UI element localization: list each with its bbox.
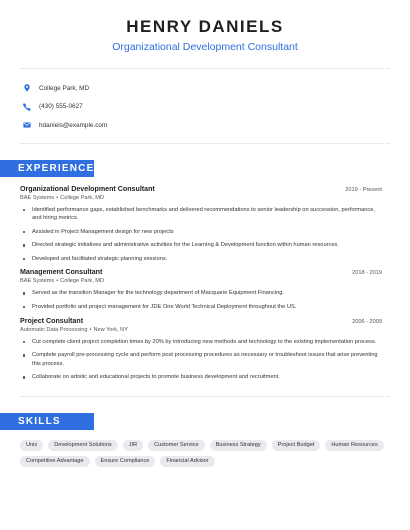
job-company: BAE Systems — [20, 194, 55, 201]
job-bullets — [20, 289, 382, 311]
job-dates: 2006 - 2009 — [352, 318, 382, 325]
skill-chip: Business Strategy — [210, 440, 267, 451]
job-company: Automatic Data Processing — [20, 326, 88, 333]
job-title: Management Consultant — [20, 268, 103, 277]
candidate-name: HENRY DANIELS — [126, 17, 284, 36]
job-bullet: Cut complete client project completion times by 20% by introducing new methods and technology to the existing implementation process. — [20, 338, 382, 347]
job-title: Organizational Development Consultant — [20, 184, 155, 193]
job-location: College Park, MD — [60, 278, 105, 285]
job-bullet: Assisted in Project Management design for new projects — [20, 228, 382, 237]
map-pin-icon — [22, 83, 32, 93]
contact-location — [22, 79, 410, 98]
job-company: BAE Systems — [20, 278, 55, 285]
candidate-title: Organizational Development Consultant — [112, 41, 298, 53]
skills-list — [0, 440, 410, 467]
job-dates: 2018 - 2019 — [352, 270, 382, 277]
job-title: Project Consultant — [20, 316, 84, 325]
job-bullet: Served as the transition Manager for the technology department of Macquarie Equipment Financing. — [20, 289, 382, 298]
job-dates: 2019 - Present — [345, 186, 382, 193]
experience-divider — [20, 396, 390, 397]
contact-list — [0, 69, 410, 135]
skill-chip: Ensure Compliance — [95, 456, 156, 467]
job-bullet: Identified performance gaps, established benchmarks and delivered recommendations to senior leadership on succession, performance, and hiring metrics. — [20, 206, 382, 223]
job-bullet: Complete payroll pre-processing cycle and perform post processing procedures as necessary or troubleshoot issues that arise preventing this process. — [20, 351, 382, 368]
envelope-icon — [22, 120, 32, 130]
contact-email-text: hdaniels@example.com — [39, 121, 108, 129]
job-company-line: BAE Systems • College Park, MD — [20, 278, 105, 285]
job-entry — [0, 268, 410, 311]
job-bullet: Collaborate on artistic and educational projects to promote business development and recruitment. — [20, 373, 382, 382]
job-location: New York, NY — [93, 326, 128, 333]
job-bullet: Developed and facilitated strategic planning sessions. — [20, 255, 382, 264]
skill-chip: Financial Advisor — [160, 456, 214, 467]
skill-chip: Customer Service — [148, 440, 204, 451]
phone-icon — [22, 102, 32, 112]
contact-phone — [22, 98, 410, 117]
resume-header — [0, 0, 410, 53]
contact-phone-text: (430) 555-0627 — [39, 103, 83, 111]
contact-divider — [20, 143, 390, 144]
job-bullets — [20, 338, 382, 382]
skill-chip: Unix — [20, 440, 43, 451]
contact-email — [22, 116, 410, 135]
job-bullet: Provided portfolio and project management for JDE One World Technical Deployment throughout the US. — [20, 303, 382, 312]
job-location: College Park, MD — [60, 194, 105, 201]
job-entry — [0, 185, 410, 264]
experience-section — [0, 185, 410, 383]
job-company-line: BAE Systems • College Park, MD — [20, 194, 105, 201]
skill-chip: Human Resources — [325, 440, 383, 451]
experience-heading: EXPERIENCE — [0, 160, 94, 177]
skills-heading: SKILLS — [0, 413, 94, 430]
job-entry — [0, 317, 410, 382]
job-bullet: Directed strategic initiatives and administrative activities for the Learning & Development function within human resources. — [20, 241, 382, 250]
skill-chip: Development Solutions — [48, 440, 118, 451]
skill-chip: JIR — [123, 440, 143, 451]
job-bullets — [20, 206, 382, 264]
skill-chip: Project Budget — [272, 440, 321, 451]
skill-chip: Competitive Advantage — [20, 456, 90, 467]
contact-location-text: College Park, MD — [39, 84, 90, 92]
job-company-line: Automatic Data Processing • New York, NY — [20, 326, 128, 333]
